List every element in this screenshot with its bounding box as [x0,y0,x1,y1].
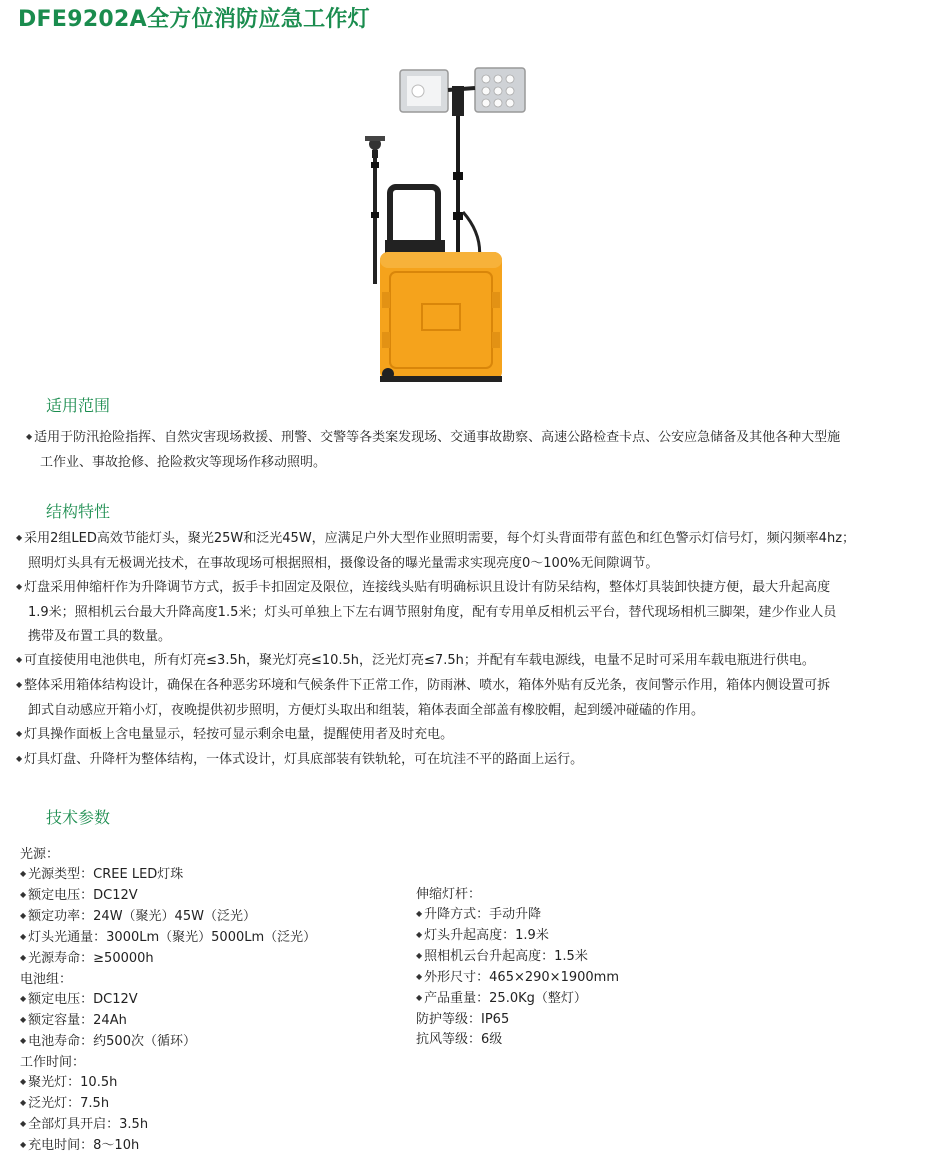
spec-item: ◆ 泛光灯：7.5h [20,1094,316,1115]
spec-item: ◆ 光源类型：CREE LED灯珠 [20,865,316,886]
feature-line: ◆ 灯盘采用伸缩杆作为升降调节方式，扳手卡扣固定及限位，连接线头贴有明确标识且设计有防呆结构，整体灯具装卸快捷方便，最大升起高度 [16,576,855,601]
spec-item: ◆ 电池寿命：约500次（循环） [20,1032,316,1053]
feature-line: 照明灯头具有无极调光技术，在事故现场可根据照相，摄像设备的曝光量需求实现亮度0～100%无间隙调节。 [28,556,659,571]
spec-item: ◆ 额定功率：24W（聚光）45W（泛光） [20,907,316,928]
spec-item: ◆ 灯头升起高度：1.9米 [416,926,619,947]
spec-item: 电池组： [20,972,73,987]
features-heading: 结构特性 [46,502,111,521]
feature-item [16,527,855,576]
scope-heading: 适用范围 [46,396,111,415]
feature-line: 1.9米；照相机云台最大升降高度1.5米；灯头可单独上下左右调节照射角度，配有专用单反相机云平台，替代现场相机三脚架，建少作业人员 [28,605,837,620]
spec-item: 工作时间： [20,1055,86,1070]
spec-item: ◆ 光源寿命：≥50000h [20,949,316,970]
feature-item [16,723,855,748]
spec-item: ◆ 充电时间：8～10h [20,1136,316,1157]
spec-item: ◆ 额定容量：24Ah [20,1011,316,1032]
specs-right-column [416,885,619,1050]
page-title: DFE9202A全方位消防应急工作灯 [18,7,370,32]
specs-left-column [20,845,316,1157]
feature-line: 携带及布置工具的数量。 [28,629,172,644]
spec-item: 伸缩灯杆： [416,887,482,902]
spec-item: 抗风等级：6级 [416,1032,503,1047]
feature-item [16,748,855,773]
scope-line: 工作业、事故抢修、抢险救灾等现场作移动照明。 [40,455,327,470]
feature-item [16,576,855,649]
feature-line: ◆ 可直接使用电池供电，所有灯亮≤3.5h，聚光灯亮≤10.5h，泛光灯亮≤7.5h；并配有车载电源线，电量不足时可采用车载电瓶进行供电。 [16,649,855,674]
features-list [16,527,855,773]
spec-item: ◆ 照相机云台升起高度：1.5米 [416,947,619,968]
feature-line: ◆ 灯具灯盘、升降杆为整体结构，一体式设计，灯具底部装有铁轨轮，可在坑洼不平的路面上运行。 [16,748,855,773]
spec-item: ◆ 外形尺寸：465×290×1900mm [416,968,619,989]
emergency-light-case-icon [360,62,540,387]
feature-line: ◆ 采用2组LED高效节能灯头，聚光25W和泛光45W，应满足户外大型作业照明需要，每个灯头背面带有蓝色和红色警示灯信号灯，频闪频率4hz； [16,527,855,552]
spec-item: ◆ 全部灯具开启：3.5h [20,1115,316,1136]
spec-item: 防护等级：IP65 [416,1012,510,1027]
spec-item: ◆ 聚光灯：10.5h [20,1073,316,1094]
feature-line: 卸式自动感应开箱小灯，夜晚提供初步照明，方便灯头取出和组装，箱体表面全部盖有橡胶帽，起到缓冲碰磕的作用。 [28,703,705,718]
spec-item: 光源： [20,847,60,862]
feature-item [16,649,855,674]
scope-line: ◆ 适用于防汛抢险指挥、自然灾害现场救援、刑警、交警等各类案发现场、交通事故勘察、高速公路检查卡点、公安应急储备及其他各种大型施 [26,426,840,451]
spec-item: ◆ 产品重量：25.0Kg（整灯） [416,989,619,1010]
scope-text [26,426,840,475]
spec-item: ◆ 额定电压：DC12V [20,886,316,907]
spec-item: ◆ 升降方式：手动升降 [416,905,619,926]
feature-item [16,674,855,723]
specs-heading: 技术参数 [46,808,111,827]
feature-line: ◆ 整体采用箱体结构设计，确保在各种恶劣环境和气候条件下正常工作，防雨淋、喷水，箱体外贴有反光条，夜间警示作用，箱体内侧设置可拆 [16,674,855,699]
spec-item: ◆ 额定电压：DC12V [20,990,316,1011]
spec-item: ◆ 灯头光通量：3000Lm（聚光）5000Lm（泛光） [20,928,316,949]
feature-line: ◆ 灯具操作面板上含电量显示，轻按可显示剩余电量，提醒使用者及时充电。 [16,723,855,748]
